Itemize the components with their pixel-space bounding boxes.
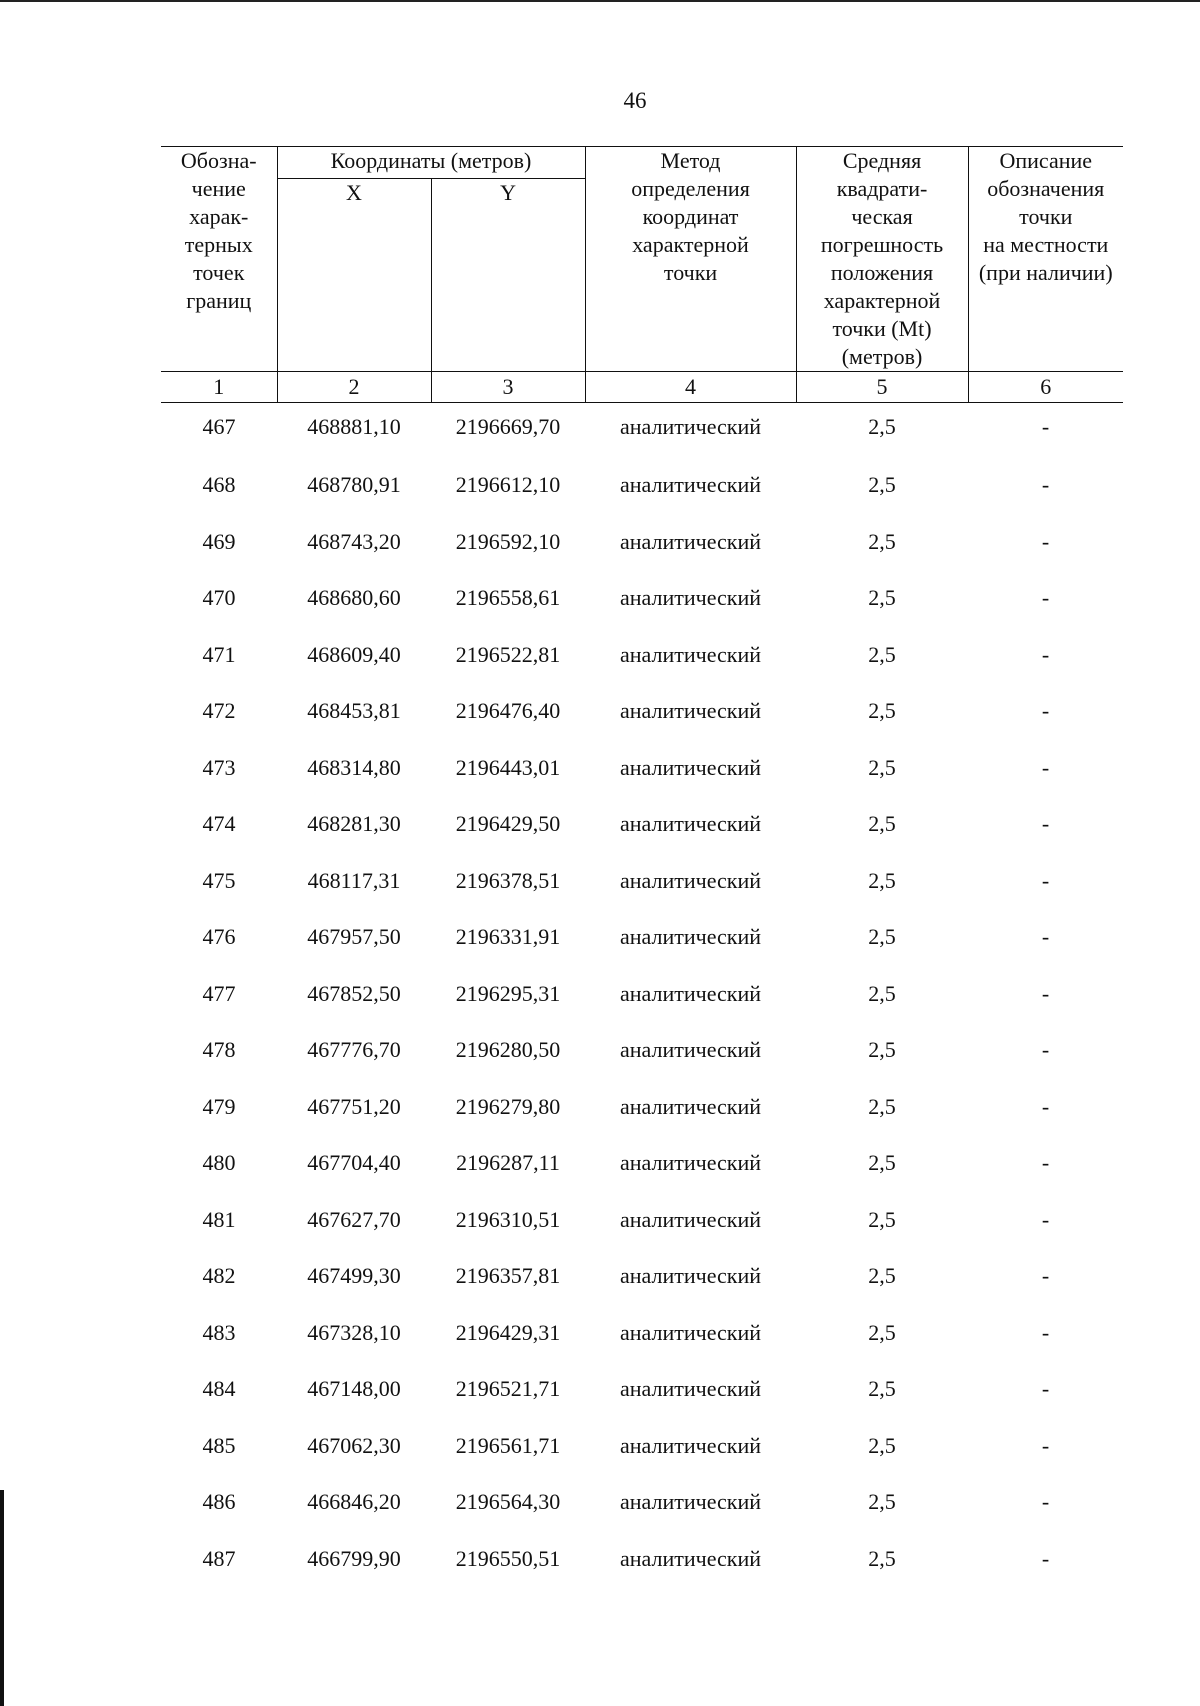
point-id-cell: 486 bbox=[202, 1489, 236, 1514]
header-mean-square-error: Средняя квадрати- ческая погрешность положения характерной точки (Mt) (метров) bbox=[796, 147, 968, 372]
description-cell: - bbox=[1041, 414, 1050, 439]
x-coordinate-cell: 467776,70 bbox=[307, 1037, 401, 1062]
point-id-cell: 487 bbox=[202, 1545, 236, 1571]
description-cell: - bbox=[1041, 1263, 1050, 1288]
x-coordinate-cell: 468281,30 bbox=[307, 811, 401, 836]
method-cell: аналитический bbox=[620, 754, 762, 780]
table-row bbox=[161, 1137, 1123, 1194]
y-coordinate-cell: 2196280,50 bbox=[455, 1037, 561, 1062]
column-number: 4 bbox=[585, 372, 796, 403]
error-cell: 2,5 bbox=[868, 980, 896, 1006]
error-cell: 2,5 bbox=[868, 414, 896, 439]
page-number: 46 bbox=[623, 88, 647, 113]
x-coordinate-cell: 467062,30 bbox=[307, 1432, 401, 1458]
description-cell: - bbox=[1041, 754, 1050, 780]
x-coordinate-cell: 467852,50 bbox=[307, 980, 401, 1006]
x-coordinate-cell: 468743,20 bbox=[307, 528, 401, 554]
header-designation: Обозна- чение харак- терных точек границ bbox=[161, 147, 277, 372]
method-cell: аналитический bbox=[620, 1545, 762, 1571]
description-cell: - bbox=[1041, 1432, 1050, 1458]
y-coordinate-cell: 2196279,80 bbox=[455, 1093, 561, 1119]
table-row bbox=[161, 1363, 1123, 1420]
y-coordinate-cell: 2196669,70 bbox=[455, 414, 561, 439]
x-coordinate-cell: 468881,10 bbox=[307, 414, 401, 439]
error-cell: 2,5 bbox=[868, 1432, 896, 1458]
point-id-cell: 476 bbox=[202, 924, 236, 949]
x-coordinate-cell: 467627,70 bbox=[307, 1206, 401, 1232]
description-cell: - bbox=[1041, 1150, 1050, 1175]
method-cell: аналитический bbox=[620, 867, 762, 893]
point-id-cell: 485 bbox=[202, 1432, 236, 1458]
description-cell: - bbox=[1041, 980, 1050, 1006]
description-cell: - bbox=[1041, 1037, 1050, 1062]
error-cell: 2,5 bbox=[868, 754, 896, 780]
error-cell: 2,5 bbox=[868, 528, 896, 554]
column-number: 2 bbox=[277, 372, 431, 403]
point-id-cell: 479 bbox=[202, 1093, 236, 1119]
y-coordinate-cell: 2196592,10 bbox=[455, 528, 561, 554]
table-row bbox=[161, 1307, 1123, 1364]
point-id-cell: 475 bbox=[202, 867, 236, 893]
method-cell: аналитический bbox=[620, 1037, 762, 1062]
x-coordinate-cell: 467751,20 bbox=[307, 1093, 401, 1119]
x-coordinate-cell: 466846,20 bbox=[307, 1489, 401, 1514]
error-cell: 2,5 bbox=[868, 1376, 896, 1401]
table-row bbox=[161, 1024, 1123, 1081]
description-cell: - bbox=[1041, 698, 1050, 723]
error-cell: 2,5 bbox=[868, 1263, 896, 1288]
x-coordinate-cell: 468680,60 bbox=[307, 585, 401, 610]
header-y: Y bbox=[431, 178, 585, 371]
table-row bbox=[161, 1476, 1123, 1533]
x-coordinate-cell: 466799,90 bbox=[307, 1545, 401, 1571]
error-cell: 2,5 bbox=[868, 1489, 896, 1514]
error-cell: 2,5 bbox=[868, 1319, 896, 1345]
y-coordinate-cell: 2196612,10 bbox=[455, 472, 561, 497]
x-coordinate-cell: 468117,31 bbox=[307, 867, 401, 893]
method-cell: аналитический bbox=[620, 811, 762, 836]
table-row bbox=[161, 459, 1123, 516]
y-coordinate-cell: 2196295,31 bbox=[455, 980, 561, 1006]
method-cell: аналитический bbox=[620, 472, 762, 497]
description-cell: - bbox=[1041, 1489, 1050, 1514]
description-cell: - bbox=[1041, 528, 1050, 554]
table-row bbox=[161, 855, 1123, 912]
table-body bbox=[161, 403, 1123, 1590]
x-coordinate-cell: 467704,40 bbox=[307, 1150, 401, 1175]
y-coordinate-cell: 2196476,40 bbox=[455, 698, 561, 723]
x-coordinate-cell: 468609,40 bbox=[307, 641, 401, 667]
header-coordinates: Координаты (метров) bbox=[277, 147, 585, 179]
y-coordinate-cell: 2196357,81 bbox=[455, 1263, 561, 1288]
point-id-cell: 483 bbox=[202, 1319, 236, 1345]
description-cell: - bbox=[1041, 867, 1050, 893]
y-coordinate-cell: 2196287,11 bbox=[456, 1150, 560, 1175]
point-id-cell: 484 bbox=[202, 1376, 236, 1401]
column-numbers-row bbox=[161, 372, 1123, 403]
error-cell: 2,5 bbox=[868, 1093, 896, 1119]
table-row bbox=[161, 1194, 1123, 1251]
table-row bbox=[161, 1533, 1123, 1590]
error-cell: 2,5 bbox=[868, 472, 896, 497]
y-coordinate-cell: 2196550,51 bbox=[455, 1545, 561, 1571]
point-id-cell: 473 bbox=[202, 754, 236, 780]
method-cell: аналитический bbox=[620, 1319, 762, 1345]
table-row bbox=[161, 685, 1123, 742]
table-row bbox=[161, 403, 1123, 460]
y-coordinate-cell: 2196378,51 bbox=[455, 867, 561, 893]
y-coordinate-cell: 2196429,50 bbox=[455, 811, 561, 836]
method-cell: аналитический bbox=[620, 641, 762, 667]
method-cell: аналитический bbox=[620, 924, 762, 949]
table-row bbox=[161, 516, 1123, 573]
method-cell: аналитический bbox=[620, 414, 762, 439]
description-cell: - bbox=[1041, 1206, 1050, 1232]
description-cell: - bbox=[1041, 1093, 1050, 1119]
y-coordinate-cell: 2196443,01 bbox=[455, 754, 561, 780]
scan-edge-top bbox=[0, 0, 1200, 2]
error-cell: 2,5 bbox=[868, 924, 896, 949]
column-number: 1 bbox=[161, 372, 277, 403]
method-cell: аналитический bbox=[620, 1206, 762, 1232]
y-coordinate-cell: 2196331,91 bbox=[455, 924, 561, 949]
point-id-cell: 472 bbox=[202, 698, 236, 723]
x-coordinate-cell: 468453,81 bbox=[307, 698, 401, 723]
table-row bbox=[161, 968, 1123, 1025]
error-cell: 2,5 bbox=[868, 1206, 896, 1232]
x-coordinate-cell: 467328,10 bbox=[307, 1319, 401, 1345]
scan-edge-left bbox=[0, 1490, 4, 1706]
header-description: Описание обозначения точки на местности (при наличии) bbox=[968, 147, 1123, 372]
method-cell: аналитический bbox=[620, 585, 762, 610]
error-cell: 2,5 bbox=[868, 811, 896, 836]
point-id-cell: 482 bbox=[202, 1263, 236, 1288]
column-number: 6 bbox=[968, 372, 1123, 403]
error-cell: 2,5 bbox=[868, 585, 896, 610]
table-row bbox=[161, 629, 1123, 686]
y-coordinate-cell: 2196522,81 bbox=[455, 641, 561, 667]
point-id-cell: 477 bbox=[202, 980, 236, 1006]
error-cell: 2,5 bbox=[868, 1037, 896, 1062]
method-cell: аналитический bbox=[620, 1093, 762, 1119]
error-cell: 2,5 bbox=[868, 1150, 896, 1175]
y-coordinate-cell: 2196558,61 bbox=[455, 585, 561, 610]
y-coordinate-cell: 2196429,31 bbox=[455, 1319, 561, 1345]
table-row bbox=[161, 911, 1123, 968]
y-coordinate-cell: 2196564,30 bbox=[455, 1489, 561, 1514]
point-id-cell: 467 bbox=[202, 414, 236, 439]
y-coordinate-cell: 2196521,71 bbox=[455, 1376, 561, 1401]
point-id-cell: 481 bbox=[202, 1206, 236, 1232]
point-id-cell: 471 bbox=[202, 641, 236, 667]
boundary-points-table bbox=[161, 146, 1123, 1589]
description-cell: - bbox=[1041, 811, 1050, 836]
error-cell: 2,5 bbox=[868, 641, 896, 667]
point-id-cell: 474 bbox=[202, 811, 236, 836]
table-row bbox=[161, 1081, 1123, 1138]
header-x: X bbox=[277, 178, 431, 371]
y-coordinate-cell: 2196561,71 bbox=[455, 1432, 561, 1458]
table-row bbox=[161, 742, 1123, 799]
point-id-cell: 480 bbox=[202, 1150, 236, 1175]
x-coordinate-cell: 467499,30 bbox=[307, 1263, 401, 1288]
header-method: Метод определения координат характерной точки bbox=[585, 147, 796, 372]
description-cell: - bbox=[1041, 585, 1050, 610]
description-cell: - bbox=[1041, 1545, 1050, 1571]
method-cell: аналитический bbox=[620, 1376, 762, 1401]
table-row bbox=[161, 572, 1123, 629]
point-id-cell: 478 bbox=[202, 1037, 236, 1062]
method-cell: аналитический bbox=[620, 980, 762, 1006]
description-cell: - bbox=[1041, 472, 1050, 497]
x-coordinate-cell: 468780,91 bbox=[307, 472, 401, 497]
x-coordinate-cell: 467148,00 bbox=[307, 1376, 401, 1401]
method-cell: аналитический bbox=[620, 698, 762, 723]
x-coordinate-cell: 468314,80 bbox=[307, 754, 401, 780]
description-cell: - bbox=[1041, 641, 1050, 667]
method-cell: аналитический bbox=[620, 1489, 762, 1514]
description-cell: - bbox=[1041, 1319, 1050, 1345]
error-cell: 2,5 bbox=[868, 1545, 896, 1571]
table-row bbox=[161, 1420, 1123, 1477]
point-id-cell: 469 bbox=[202, 528, 236, 554]
method-cell: аналитический bbox=[620, 1432, 762, 1458]
column-number: 5 bbox=[796, 372, 968, 403]
y-coordinate-cell: 2196310,51 bbox=[455, 1206, 561, 1232]
point-id-cell: 468 bbox=[202, 472, 236, 497]
table-row bbox=[161, 1250, 1123, 1307]
x-coordinate-cell: 467957,50 bbox=[307, 924, 401, 949]
method-cell: аналитический bbox=[620, 528, 762, 554]
error-cell: 2,5 bbox=[868, 867, 896, 893]
description-cell: - bbox=[1041, 924, 1050, 949]
table-row bbox=[161, 798, 1123, 855]
column-number: 3 bbox=[431, 372, 585, 403]
method-cell: аналитический bbox=[620, 1150, 762, 1175]
description-cell: - bbox=[1041, 1376, 1050, 1401]
method-cell: аналитический bbox=[620, 1263, 762, 1288]
point-id-cell: 470 bbox=[202, 585, 236, 610]
error-cell: 2,5 bbox=[868, 698, 896, 723]
